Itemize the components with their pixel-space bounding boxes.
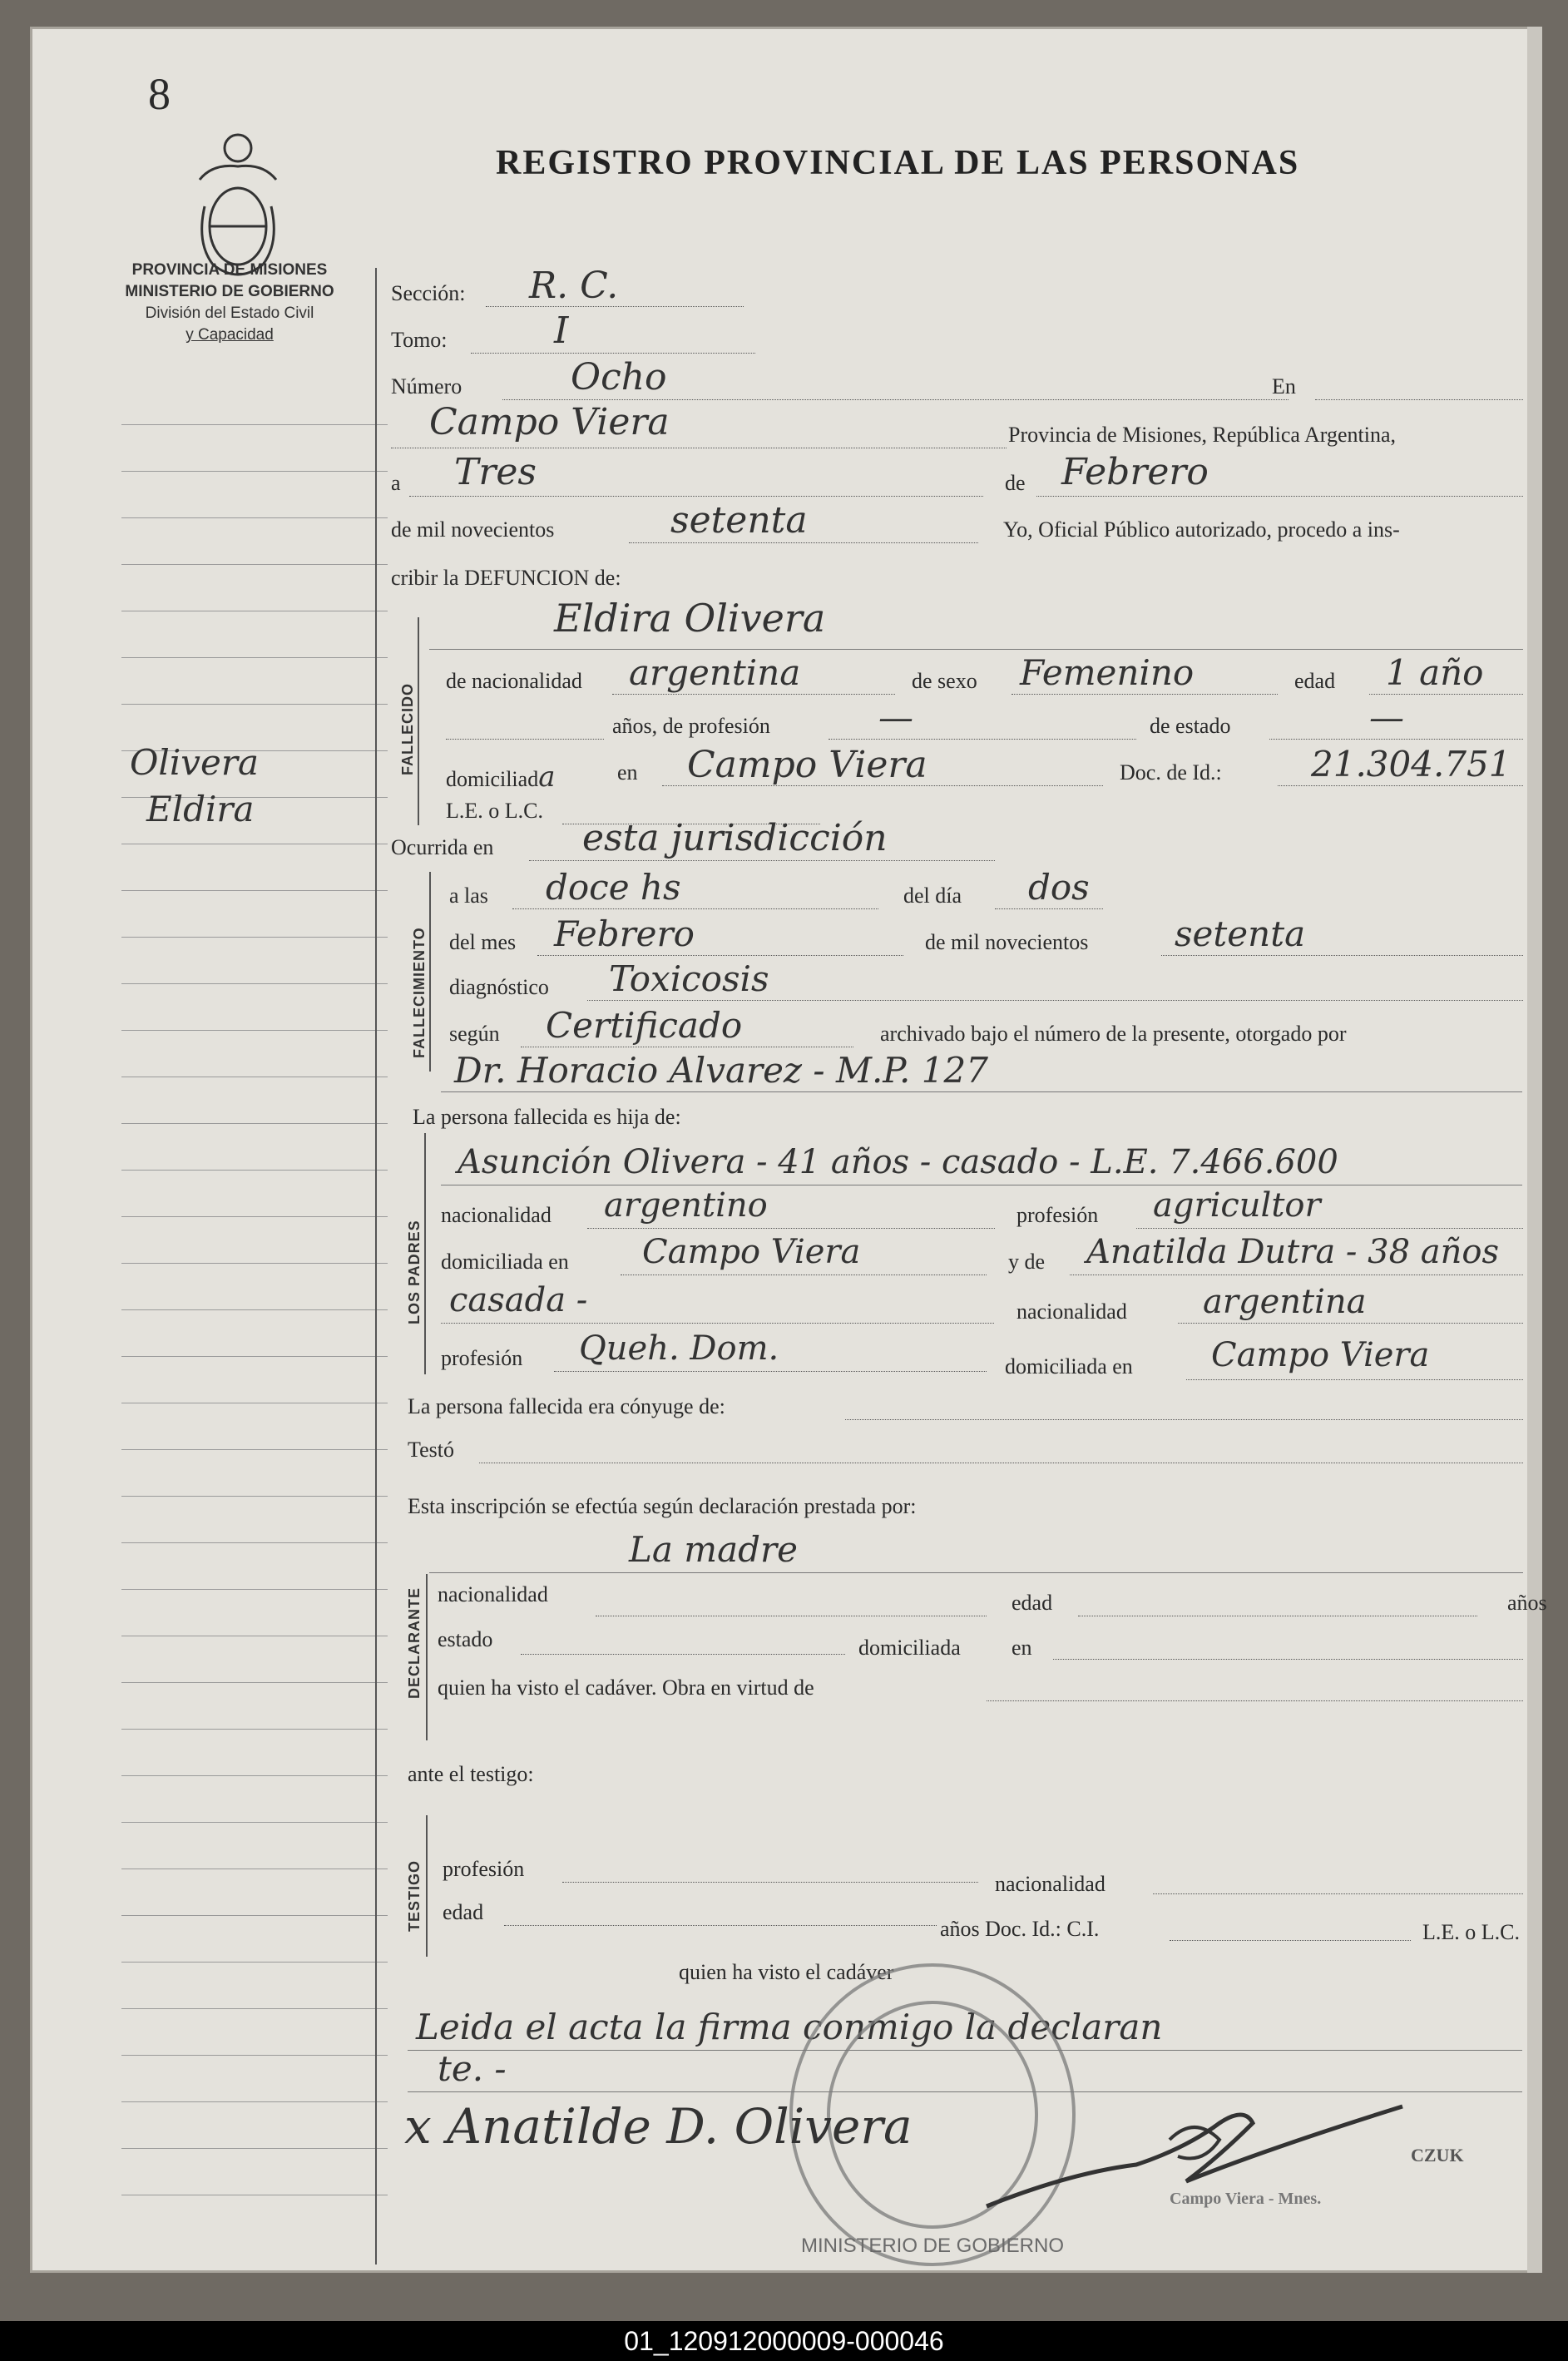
issuer-line: y Capacidad xyxy=(185,326,274,344)
label-domiciliada-madre: domiciliada en xyxy=(1005,1354,1133,1378)
label-diagnostico: diagnóstico xyxy=(449,975,549,999)
ocurrida-value: esta jurisdicción xyxy=(582,817,888,859)
document-page xyxy=(30,27,1547,2273)
section-label-declarante: DECLARANTE xyxy=(406,1587,423,1699)
deceased-name: Eldira Olivera xyxy=(554,596,826,641)
issuer-line: PROVINCIA DE MISIONES xyxy=(131,261,328,279)
label-oficial: Yo, Oficial Público autorizado, procedo a ins- xyxy=(1003,517,1400,542)
dia-value: Tres xyxy=(454,451,537,493)
closing-line-1: Leida el acta la firma conmigo la declaran xyxy=(416,2007,1163,2047)
section-label-padres: LOS PADRES xyxy=(406,1220,423,1324)
label-numero: Número xyxy=(391,374,462,398)
nacionalidad-value: argentina xyxy=(629,652,801,693)
section-label-fallecimiento: FALLECIMIENTO xyxy=(411,927,428,1058)
label-doc-id: Doc. de Id.: xyxy=(1120,760,1222,785)
section-bracket xyxy=(426,1815,428,1957)
madre-value: Anatilda Dutra - 38 años xyxy=(1086,1233,1499,1271)
label-ante-testigo: ante el testigo: xyxy=(408,1762,534,1786)
numero-value: Ocho xyxy=(571,356,667,398)
domiciliad-suffix: a xyxy=(538,760,556,794)
padre-nac-value: argentino xyxy=(604,1186,768,1225)
label-provincia: Provincia de Misiones, República Argentina, xyxy=(1008,423,1396,447)
diagnostico-value: Toxicosis xyxy=(609,958,769,999)
declarante-value: La madre xyxy=(629,1529,798,1570)
label-d-nacionalidad: nacionalidad xyxy=(438,1582,548,1606)
section-label-testigo: TESTIGO xyxy=(406,1859,423,1932)
declarant-signature: x Anatilde D. Olivera xyxy=(404,2098,913,2155)
label-sexo: de sexo xyxy=(912,669,977,693)
label-archivado: archivado bajo el número de la presente, otorgado por xyxy=(880,1022,1347,1046)
medico-value: Dr. Horacio Alvarez - M.P. 127 xyxy=(454,1050,988,1091)
label-de-mil: de mil novecientos xyxy=(391,517,555,542)
seccion-value: R. C. xyxy=(529,265,619,307)
label-t-le-lc: L.E. o L.C. xyxy=(1422,1920,1520,1944)
label-de: de xyxy=(1005,471,1026,495)
lugar-value: Campo Viera xyxy=(429,401,670,443)
closing-line-2: te. - xyxy=(438,2048,507,2089)
label-segun: según xyxy=(449,1022,500,1046)
official-signature-icon xyxy=(970,2090,1411,2231)
anio-fall-value: setenta xyxy=(1175,913,1306,954)
label-t-nacionalidad: nacionalidad xyxy=(995,1872,1106,1896)
label-t-profesion: profesión xyxy=(443,1857,525,1881)
label-d-edad: edad xyxy=(1012,1591,1053,1615)
document-title: REGISTRO PROVINCIAL DE LAS PERSONAS xyxy=(496,144,1300,182)
page-number: 8 xyxy=(148,69,171,119)
label-inscripcion: Esta inscripción se efectúa según declaración prestada por: xyxy=(408,1494,917,1518)
label-testo: Testó xyxy=(408,1438,454,1462)
label-conyuge: La persona fallecida era cónyuge de: xyxy=(408,1394,725,1418)
madre-estado-value: casada - xyxy=(449,1281,588,1319)
label-t-quien: quien ha visto el cadáver xyxy=(679,1960,894,1984)
label-seccion: Sección: xyxy=(391,281,466,305)
label-ocurrida: Ocurrida en xyxy=(391,835,494,859)
sexo-value: Femenino xyxy=(1020,652,1195,693)
issuer-block xyxy=(88,260,371,346)
label-profesion-madre: profesión xyxy=(441,1346,523,1370)
madre-prof-value: Queh. Dom. xyxy=(579,1329,779,1368)
anio-value: setenta xyxy=(670,499,808,542)
section-bracket xyxy=(426,1574,428,1740)
mes-fall-value: Febrero xyxy=(554,913,695,954)
margin-note-name: Eldira xyxy=(146,789,255,829)
label-del-mes: del mes xyxy=(449,930,517,954)
mes-value: Febrero xyxy=(1061,451,1209,493)
issuer-line: MINISTERIO DE GOBIERNO xyxy=(125,283,334,300)
madre-dom-value: Campo Viera xyxy=(1211,1336,1430,1374)
label-t-edad: edad xyxy=(443,1900,484,1924)
margin-note-surname: Olivera xyxy=(130,742,259,783)
padre-prof-value: agricultor xyxy=(1153,1186,1321,1225)
label-de-estado: de estado xyxy=(1150,714,1231,738)
padre-dom-value: Campo Viera xyxy=(642,1233,861,1271)
domicilio-value: Campo Viera xyxy=(687,744,927,786)
label-domiciliada-padre: domiciliada en xyxy=(441,1250,569,1274)
label-le-lc: L.E. o L.C. xyxy=(446,799,543,823)
label-y-de: y de xyxy=(1008,1250,1046,1274)
label-d-quien: quien ha visto el cadáver. Obra en virtud de xyxy=(438,1675,814,1700)
label-d-estado: estado xyxy=(438,1627,493,1651)
label-en: En xyxy=(1272,374,1296,398)
label-cribir: cribir la DEFUNCION de: xyxy=(391,566,621,590)
edad-value: 1 año xyxy=(1386,652,1484,693)
section-bracket xyxy=(424,1133,426,1374)
issuer-line: División del Estado Civil xyxy=(145,304,314,322)
hora-value: doce hs xyxy=(546,867,681,908)
official-name: CZUK xyxy=(1411,2145,1464,2165)
label-domiciliada: domiciliada xyxy=(446,760,556,794)
segun-value: Certificado xyxy=(546,1005,743,1046)
label-d-anos: años xyxy=(1507,1591,1547,1615)
label-profesion-padre: profesión xyxy=(1016,1203,1099,1227)
section-bracket xyxy=(429,872,431,1072)
tomo-value: I xyxy=(554,309,569,352)
label-a-las: a las xyxy=(449,884,488,908)
official-location: Campo Viera - Mnes. xyxy=(1170,2190,1322,2208)
label-de-nacionalidad: de nacionalidad xyxy=(446,669,582,693)
label-de-mil2: de mil novecientos xyxy=(925,930,1089,954)
section-bracket xyxy=(418,617,419,825)
madre-nac-value: argentina xyxy=(1203,1283,1367,1321)
section-label-fallecido: FALLECIDO xyxy=(399,683,416,775)
label-nacionalidad-madre: nacionalidad xyxy=(1016,1299,1127,1324)
padre-value: Asunción Olivera - 41 años - casado - L.E. 7.466.600 xyxy=(458,1143,1338,1181)
label-tomo: Tomo: xyxy=(391,328,448,352)
label-dom-en: en xyxy=(617,760,638,785)
label-del-dia: del día xyxy=(903,884,962,908)
column-divider xyxy=(375,268,377,2264)
stamp-text: MINISTERIO DE GOBIERNO xyxy=(800,2235,1065,2257)
label-anos-profesion: años, de profesión xyxy=(612,714,770,738)
label-edad: edad xyxy=(1294,669,1336,693)
image-caption: 01_120912000009-000046 xyxy=(0,2321,1568,2361)
label-d-domiciliada: domiciliada xyxy=(858,1636,961,1660)
profesion-value: — xyxy=(878,697,913,738)
label-a: a xyxy=(391,471,401,495)
label-d-en: en xyxy=(1012,1636,1032,1660)
doc-id-value: 21.304.751 xyxy=(1311,744,1511,785)
dia-fall-value: dos xyxy=(1028,867,1090,908)
estado-value: — xyxy=(1369,697,1404,738)
label-t-anos-doc: años Doc. Id.: C.I. xyxy=(940,1917,1100,1941)
label-hija-de: La persona fallecida es hija de: xyxy=(413,1105,681,1129)
binding-edge xyxy=(1527,27,1542,2273)
label-nacionalidad-padre: nacionalidad xyxy=(441,1203,552,1227)
